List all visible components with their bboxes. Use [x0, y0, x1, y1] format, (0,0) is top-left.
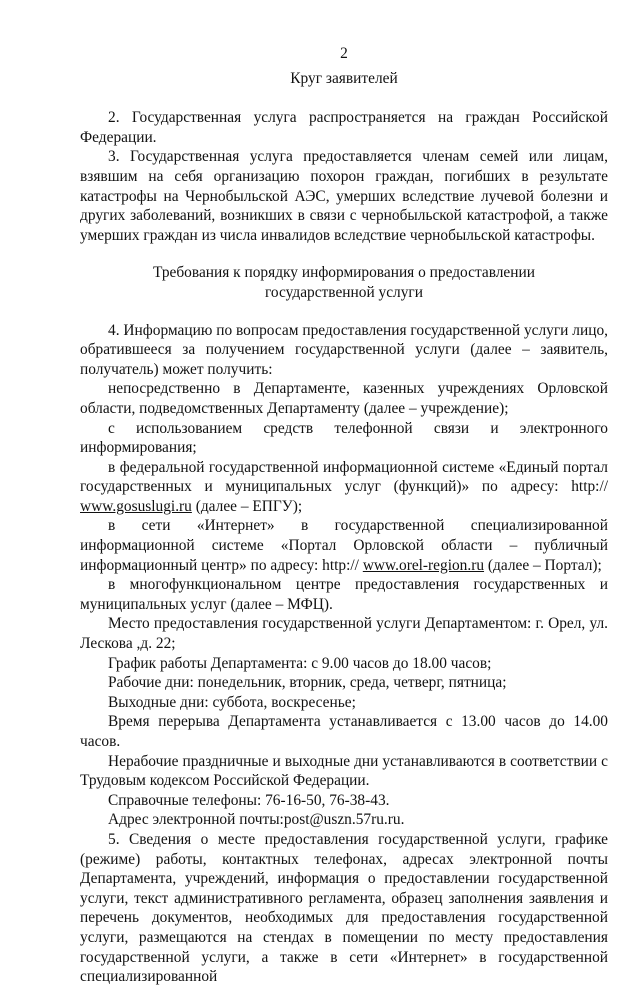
- paragraph-5: 5. Сведения о месте предоставления государственной услуги, графике (режиме) работы, контактных телефонах, адресах электронной почты Департамента, учреждений, информация о предоставлении государственной услуги, текст административного регламента, образец заполнения заявления и перечень документов, необходимых для предоставления государственной услуги, размещаются на стендах в помещении по месту предоставления государственной услуги, а также в сети «Интернет» в государственной специализированной: [80, 830, 608, 986]
- paragraph-3: 3. Государственная услуга предоставляется членам семей или лицам, взявшим на себя организацию похорон граждан, погибших в результате катастрофы на Чернобыльской АЭС, умерших вследствие лучевой болезни и других заболеваний, возникших в связи с чернобыльской катастрофой, а также умерших граждан из числа инвалидов вследствие чернобыльской катастрофы.: [80, 148, 608, 244]
- paragraph-direct: непосредственно в Департаменте, казенных учреждениях Орловской области, подведомственных Департаменту (далее – учреждение);: [80, 380, 608, 417]
- paragraph-phones: Справочные телефоны: 76-16-50, 76-38-43.: [108, 791, 390, 809]
- paragraph-workdays: Рабочие дни: понедельник, вторник, среда, четверг, пятница;: [108, 674, 507, 692]
- epgu-text-before: в федеральной государственной информационной системе «Единый портал государственных и муниципальных услуг (функций)» по адресу: http://: [80, 458, 608, 496]
- paragraph-holidays: Нерабочие праздничные и выходные дни устанавливаются в соответствии с Трудовым кодексом Российской Федерации.: [80, 752, 608, 790]
- paragraph-portal: [80, 516, 608, 575]
- paragraph-epgu: [80, 458, 608, 517]
- paragraph-phone: с использованием средств телефонной связи и электронного информирования;: [80, 419, 608, 457]
- paragraph-email: Адрес электронной почты:post@uszn.57ru.ru.: [108, 811, 405, 829]
- paragraph-break: Время перерыва Департамента устанавливается с 13.00 часов до 14.00 часов.: [80, 713, 608, 750]
- section-title-informing-line2: государственной услуги: [265, 283, 423, 301]
- paragraph-place: Место предоставления государственной услуги Департаментом: г. Орел, ул. Лескова ,д. 22;: [80, 615, 608, 653]
- paragraph-mfc: в многофункциональном центре предоставления государственных и муниципальных услуг (далее – МФЦ).: [80, 576, 608, 613]
- gosuslugi-link[interactable]: www.gosuslugi.ru: [80, 497, 192, 515]
- portal-text-before: в сети «Интернет» в государственной специализированной информационной системе «Портал Орловской области – публичный информационный центр» по адресу: http://: [80, 517, 608, 574]
- paragraph-schedule: График работы Департамента: с 9.00 часов до 18.00 часов;: [108, 654, 492, 672]
- portal-text-after: (далее – Портал);: [484, 556, 602, 574]
- paragraph-2: 2. Государственная услуга распространяется на граждан Российской Федерации.: [80, 109, 608, 146]
- paragraph-4: 4. Информацию по вопросам предоставления государственной услуги лицо, обратившееся за получением государственной услуги (далее – заявитель, получатель) может получить:: [80, 321, 608, 378]
- section-title-applicants: Круг заявителей: [290, 69, 398, 87]
- paragraph-weekend: Выходные дни: суббота, воскресенье;: [108, 693, 356, 711]
- orel-region-link[interactable]: www.orel-region.ru: [362, 556, 485, 574]
- epgu-text-after: (далее – ЕПГУ);: [191, 497, 303, 515]
- page-number: 2: [340, 45, 348, 62]
- section-title-informing-line1: Требования к порядку информирования о предоставлении: [153, 264, 535, 282]
